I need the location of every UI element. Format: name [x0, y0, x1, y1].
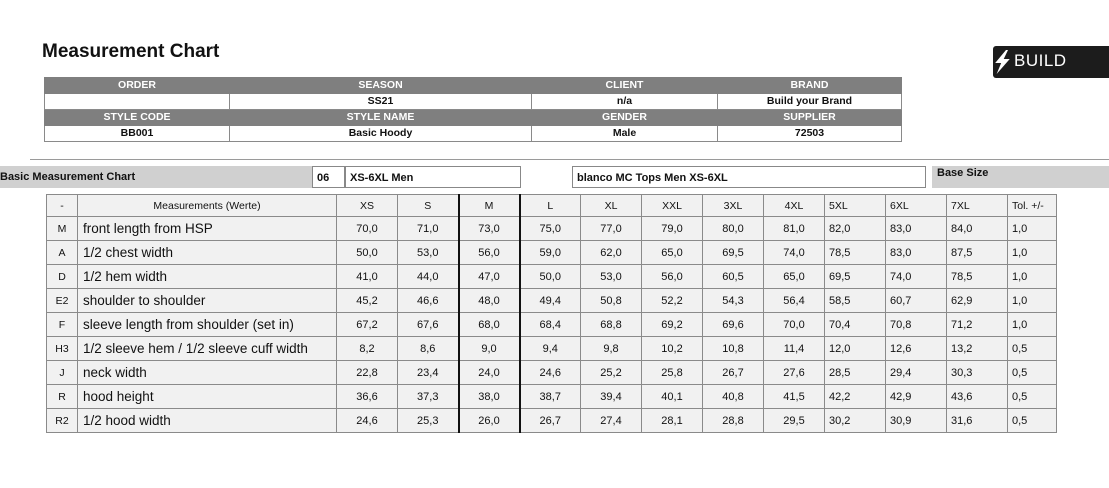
cell-xxl: 69,2	[642, 313, 703, 337]
cell-4xl: 56,4	[764, 289, 825, 313]
cell-xl: 62,0	[581, 241, 642, 265]
client-header: CLIENT	[532, 78, 718, 94]
order-value	[45, 94, 230, 110]
cell-3xl: 69,6	[703, 313, 764, 337]
header-m: M	[459, 195, 520, 217]
cell-xs: 36,6	[337, 385, 398, 409]
table-header-row	[47, 195, 1057, 217]
cell-tolerance: 1,0	[1008, 217, 1057, 241]
header-4xl: 4XL	[764, 195, 825, 217]
cell-m: 68,0	[459, 313, 520, 337]
cell-6xl: 29,4	[886, 361, 947, 385]
cell-xs: 50,0	[337, 241, 398, 265]
cell-measurement: neck width	[78, 361, 337, 385]
cell-tolerance: 1,0	[1008, 241, 1057, 265]
cell-xs: 22,8	[337, 361, 398, 385]
cell-xl: 25,2	[581, 361, 642, 385]
cell-code: H3	[47, 337, 78, 361]
cell-7xl: 31,6	[947, 409, 1008, 433]
gender-header: GENDER	[532, 110, 718, 126]
table-row	[47, 217, 1057, 241]
cell-7xl: 43,6	[947, 385, 1008, 409]
cell-4xl: 81,0	[764, 217, 825, 241]
cell-3xl: 60,5	[703, 265, 764, 289]
cell-l: 75,0	[520, 217, 581, 241]
header-7xl: 7XL	[947, 195, 1008, 217]
cell-s: 44,0	[398, 265, 459, 289]
cell-5xl: 12,0	[825, 337, 886, 361]
cell-m: 24,0	[459, 361, 520, 385]
cell-l: 38,7	[520, 385, 581, 409]
cell-4xl: 29,5	[764, 409, 825, 433]
cell-4xl: 70,0	[764, 313, 825, 337]
cell-measurement: 1/2 sleeve hem / 1/2 sleeve cuff width	[78, 337, 337, 361]
base-size-label: Base Size	[932, 166, 1109, 188]
cell-6xl: 83,0	[886, 217, 947, 241]
style-name-header: STYLE NAME	[230, 110, 532, 126]
cell-tolerance: 1,0	[1008, 265, 1057, 289]
cell-code: A	[47, 241, 78, 265]
brand-header: BRAND	[718, 78, 902, 94]
cell-code: F	[47, 313, 78, 337]
cell-tolerance: 0,5	[1008, 385, 1057, 409]
season-value: SS21	[230, 94, 532, 110]
cell-m: 26,0	[459, 409, 520, 433]
table-row	[47, 241, 1057, 265]
cell-5xl: 28,5	[825, 361, 886, 385]
cell-s: 8,6	[398, 337, 459, 361]
header-xs: XS	[337, 195, 398, 217]
cell-xxl: 79,0	[642, 217, 703, 241]
cell-tolerance: 1,0	[1008, 313, 1057, 337]
season-header: SEASON	[230, 78, 532, 94]
cell-4xl: 65,0	[764, 265, 825, 289]
cell-3xl: 69,5	[703, 241, 764, 265]
cell-code: E2	[47, 289, 78, 313]
cell-7xl: 13,2	[947, 337, 1008, 361]
cell-l: 24,6	[520, 361, 581, 385]
cell-tolerance: 0,5	[1008, 409, 1057, 433]
table-row	[47, 265, 1057, 289]
cell-xs: 45,2	[337, 289, 398, 313]
divider	[30, 159, 1109, 160]
table-row	[47, 361, 1057, 385]
cell-xl: 77,0	[581, 217, 642, 241]
cell-7xl: 71,2	[947, 313, 1008, 337]
cell-xxl: 65,0	[642, 241, 703, 265]
style-code-value: BB001	[45, 126, 230, 142]
chart-number-field[interactable]: 06	[312, 166, 345, 188]
gender-value: Male	[532, 126, 718, 142]
cell-6xl: 74,0	[886, 265, 947, 289]
cell-l: 59,0	[520, 241, 581, 265]
cell-xl: 68,8	[581, 313, 642, 337]
table-row	[47, 337, 1057, 361]
brand-value: Build your Brand	[718, 94, 902, 110]
cell-6xl: 70,8	[886, 313, 947, 337]
header-tolerance: Tol. +/-	[1008, 195, 1057, 217]
cell-s: 37,3	[398, 385, 459, 409]
order-info-table	[44, 77, 902, 142]
cell-xl: 9,8	[581, 337, 642, 361]
cell-l: 50,0	[520, 265, 581, 289]
cell-4xl: 11,4	[764, 337, 825, 361]
cell-5xl: 82,0	[825, 217, 886, 241]
cell-5xl: 58,5	[825, 289, 886, 313]
measurement-table	[46, 194, 1057, 433]
header-xxl: XXL	[642, 195, 703, 217]
cell-measurement: 1/2 chest width	[78, 241, 337, 265]
cell-6xl: 60,7	[886, 289, 947, 313]
cell-xl: 50,8	[581, 289, 642, 313]
cell-s: 53,0	[398, 241, 459, 265]
chart-selector-label: Basic Measurement Chart	[0, 171, 136, 183]
cell-m: 38,0	[459, 385, 520, 409]
order-header: ORDER	[45, 78, 230, 94]
cell-5xl: 70,4	[825, 313, 886, 337]
cell-xl: 53,0	[581, 265, 642, 289]
table-row	[47, 385, 1057, 409]
cell-4xl: 41,5	[764, 385, 825, 409]
header-5xl: 5XL	[825, 195, 886, 217]
header-xl: XL	[581, 195, 642, 217]
header-measurement: Measurements (Werte)	[78, 195, 337, 217]
cell-tolerance: 1,0	[1008, 289, 1057, 313]
brand-logo	[993, 46, 1109, 78]
cell-s: 71,0	[398, 217, 459, 241]
header-s: S	[398, 195, 459, 217]
template-field[interactable]: blanco MC Tops Men XS-6XL	[572, 166, 926, 188]
client-value: n/a	[532, 94, 718, 110]
cell-l: 9,4	[520, 337, 581, 361]
cell-5xl: 69,5	[825, 265, 886, 289]
cell-l: 68,4	[520, 313, 581, 337]
cell-xxl: 25,8	[642, 361, 703, 385]
cell-code: R	[47, 385, 78, 409]
cell-xxl: 10,2	[642, 337, 703, 361]
cell-measurement: sleeve length from shoulder (set in)	[78, 313, 337, 337]
cell-code: D	[47, 265, 78, 289]
cell-l: 26,7	[520, 409, 581, 433]
cell-xl: 39,4	[581, 385, 642, 409]
cell-6xl: 12,6	[886, 337, 947, 361]
cell-7xl: 87,5	[947, 241, 1008, 265]
style-name-value: Basic Hoody	[230, 126, 532, 142]
cell-6xl: 42,9	[886, 385, 947, 409]
bolt-icon	[995, 50, 1013, 74]
cell-s: 67,6	[398, 313, 459, 337]
table-row	[47, 313, 1057, 337]
cell-5xl: 42,2	[825, 385, 886, 409]
cell-7xl: 84,0	[947, 217, 1008, 241]
cell-m: 73,0	[459, 217, 520, 241]
cell-m: 47,0	[459, 265, 520, 289]
style-code-header: STYLE CODE	[45, 110, 230, 126]
cell-3xl: 80,0	[703, 217, 764, 241]
page-title: Measurement Chart	[42, 41, 220, 62]
supplier-value: 72503	[718, 126, 902, 142]
cell-xs: 67,2	[337, 313, 398, 337]
cell-5xl: 78,5	[825, 241, 886, 265]
cell-xxl: 40,1	[642, 385, 703, 409]
cell-3xl: 40,8	[703, 385, 764, 409]
cell-xxl: 28,1	[642, 409, 703, 433]
cell-m: 9,0	[459, 337, 520, 361]
cell-3xl: 28,8	[703, 409, 764, 433]
logo-text: BUILD	[1014, 51, 1067, 70]
cell-s: 25,3	[398, 409, 459, 433]
cell-xxl: 52,2	[642, 289, 703, 313]
cell-3xl: 26,7	[703, 361, 764, 385]
cell-xl: 27,4	[581, 409, 642, 433]
cell-s: 23,4	[398, 361, 459, 385]
cell-5xl: 30,2	[825, 409, 886, 433]
header-6xl: 6XL	[886, 195, 947, 217]
cell-xs: 24,6	[337, 409, 398, 433]
header-3xl: 3XL	[703, 195, 764, 217]
cell-6xl: 83,0	[886, 241, 947, 265]
cell-m: 56,0	[459, 241, 520, 265]
header-l: L	[520, 195, 581, 217]
cell-4xl: 27,6	[764, 361, 825, 385]
cell-7xl: 78,5	[947, 265, 1008, 289]
cell-tolerance: 0,5	[1008, 361, 1057, 385]
table-row	[47, 289, 1057, 313]
chart-selector-bar	[0, 166, 342, 188]
cell-m: 48,0	[459, 289, 520, 313]
cell-measurement: front length from HSP	[78, 217, 337, 241]
cell-tolerance: 0,5	[1008, 337, 1057, 361]
cell-xs: 41,0	[337, 265, 398, 289]
cell-xs: 70,0	[337, 217, 398, 241]
header-code: -	[47, 195, 78, 217]
cell-measurement: shoulder to shoulder	[78, 289, 337, 313]
cell-s: 46,6	[398, 289, 459, 313]
cell-xxl: 56,0	[642, 265, 703, 289]
cell-6xl: 30,9	[886, 409, 947, 433]
cell-measurement: 1/2 hem width	[78, 265, 337, 289]
cell-3xl: 10,8	[703, 337, 764, 361]
cell-code: M	[47, 217, 78, 241]
cell-l: 49,4	[520, 289, 581, 313]
cell-xs: 8,2	[337, 337, 398, 361]
supplier-header: SUPPLIER	[718, 110, 902, 126]
cell-7xl: 30,3	[947, 361, 1008, 385]
size-range-field[interactable]: XS-6XL Men	[345, 166, 521, 188]
cell-code: R2	[47, 409, 78, 433]
cell-3xl: 54,3	[703, 289, 764, 313]
cell-measurement: hood height	[78, 385, 337, 409]
cell-4xl: 74,0	[764, 241, 825, 265]
cell-code: J	[47, 361, 78, 385]
cell-7xl: 62,9	[947, 289, 1008, 313]
cell-measurement: 1/2 hood width	[78, 409, 337, 433]
table-row	[47, 409, 1057, 433]
